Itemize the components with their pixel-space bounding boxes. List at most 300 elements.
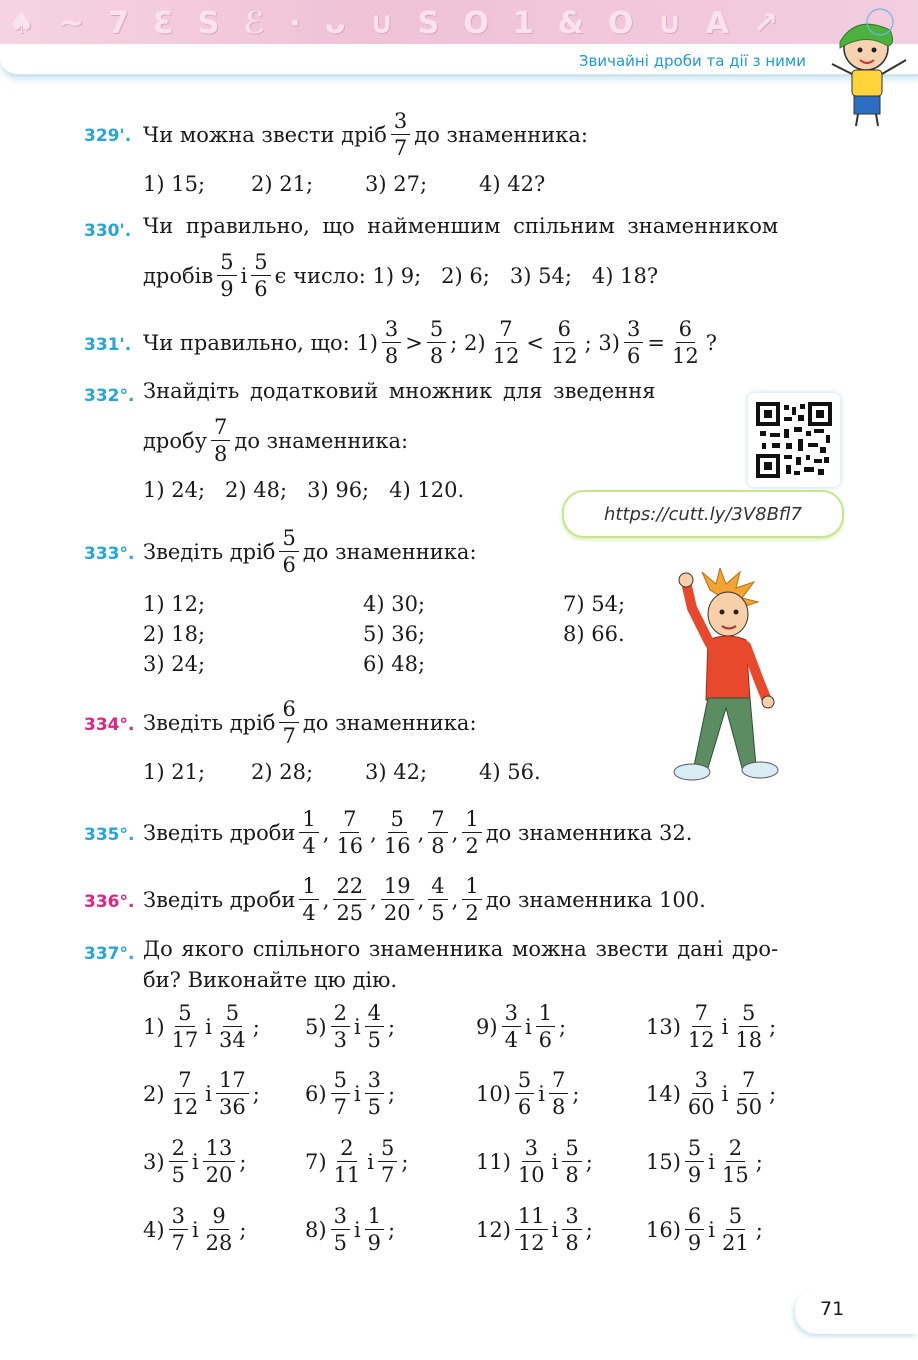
fraction <box>428 873 447 926</box>
exercise-number: 336°. <box>84 892 135 912</box>
fraction <box>203 1203 236 1256</box>
fraction <box>381 873 414 926</box>
fraction <box>382 316 401 369</box>
joiner: і <box>708 1149 716 1174</box>
qr-code-image <box>748 393 840 487</box>
header-decor-glyph: ᴗ <box>324 6 348 41</box>
denominator: 16 <box>383 834 411 858</box>
separator: ; <box>239 1217 247 1242</box>
fraction <box>685 1135 704 1188</box>
header-decor-glyph: 1 <box>512 6 536 41</box>
denominator: 7 <box>393 136 408 160</box>
item-label: 4) <box>143 1217 165 1242</box>
fraction <box>279 696 298 749</box>
fraction <box>490 316 523 369</box>
exercise-331-text <box>143 316 717 369</box>
separator: ; <box>401 1149 409 1174</box>
exercise-337-item <box>305 1067 395 1120</box>
text: Чи правильно, що: 1) <box>143 330 378 355</box>
item-label: 11) <box>476 1149 511 1174</box>
exercise-337-item <box>143 1203 246 1256</box>
fraction <box>279 525 298 578</box>
numerator: 6 <box>676 316 695 343</box>
fraction <box>719 1135 752 1188</box>
denominator: 4 <box>302 834 316 858</box>
denominator: 25 <box>336 901 364 925</box>
denominator: 4 <box>504 1028 518 1052</box>
joiner: і <box>353 1081 361 1106</box>
numerator: 1 <box>536 1000 555 1027</box>
exercise-334-options <box>143 760 541 784</box>
item-label: 8) <box>305 1217 327 1242</box>
numerator: 2 <box>337 1135 356 1162</box>
denominator: 7 <box>333 1095 347 1119</box>
fraction <box>536 1000 555 1053</box>
option: 3) 42; <box>365 760 428 784</box>
fraction <box>562 1135 581 1188</box>
fraction <box>331 1000 350 1053</box>
joiner: і <box>721 1014 729 1039</box>
numerator: 11 <box>515 1203 548 1230</box>
joiner: і <box>191 1149 199 1174</box>
fraction <box>548 316 581 369</box>
denominator: 8 <box>552 1095 566 1119</box>
option: 4) 56. <box>479 760 541 784</box>
header-decor-glyph: 7 <box>108 6 131 41</box>
denominator: 12 <box>687 1028 715 1052</box>
exercise-number: 335°. <box>84 825 135 845</box>
text: і <box>240 263 248 288</box>
joiner: і <box>538 1081 546 1106</box>
fraction <box>169 1203 188 1256</box>
item-label: 6) <box>305 1081 327 1106</box>
numerator: 5 <box>279 525 298 552</box>
numerator: 5 <box>739 1000 758 1027</box>
option: 5) 36; <box>363 622 426 646</box>
exercise-336-text: Зведіть дроби $\frac{1}{4}$ , $\frac{22}{25}$ , $\frac{19}{20}$ , $\frac{4}{5}$ , $\frac{1}{2}$ до знаменника 100. <box>143 874 706 925</box>
separator: ; <box>388 1217 396 1242</box>
denominator: 12 <box>550 344 578 368</box>
exercise-number: 334°. <box>84 715 135 735</box>
denominator: 7 <box>381 1163 395 1187</box>
numerator: 5 <box>223 1000 242 1027</box>
denominator: 15 <box>722 1163 749 1187</box>
fraction <box>331 1067 350 1120</box>
fraction <box>365 1203 384 1256</box>
numerator: 13 <box>203 1135 236 1162</box>
denominator: 17 <box>171 1028 199 1052</box>
numerator: 5 <box>388 806 407 833</box>
denominator: 10 <box>517 1163 545 1187</box>
denominator: 16 <box>336 834 364 858</box>
section-title: Звичайні дроби та дії з ними <box>578 52 806 70</box>
fraction <box>333 806 366 859</box>
option: 1) 12; <box>143 592 206 616</box>
header-decor-glyph: ♠ <box>8 6 37 41</box>
header-decor-glyph: · <box>289 6 303 41</box>
exercise-337-item <box>646 1067 776 1120</box>
item-label: 13) <box>646 1014 681 1039</box>
numerator: 1 <box>365 1203 384 1230</box>
fraction <box>299 806 318 859</box>
fraction <box>217 249 236 302</box>
denominator: 21 <box>722 1231 749 1255</box>
header-decor-glyph: & <box>557 6 586 41</box>
header-decor-glyph: S <box>417 6 442 41</box>
item-label: 15) <box>646 1149 681 1174</box>
fraction <box>381 806 414 859</box>
exercise-330-line2 <box>143 249 658 302</box>
numerator: 7 <box>340 806 359 833</box>
mascot-kid-illustration <box>826 4 914 128</box>
fraction <box>391 108 410 161</box>
exercise-335-text: Зведіть дроби $\frac{1}{4}$ , $\frac{7}{16}$ , $\frac{5}{16}$ , $\frac{7}{8}$ , $\frac{1}{2}$ до знаменника 32. <box>143 807 693 858</box>
fraction <box>462 873 481 926</box>
denominator: 8 <box>431 834 445 858</box>
header-decor-glyph: ∪ <box>657 6 684 41</box>
numerator: 4 <box>365 1000 384 1027</box>
separator: ; <box>252 1081 260 1106</box>
joiner: і <box>721 1081 729 1106</box>
fraction <box>562 1203 581 1256</box>
numerator: 2 <box>169 1135 188 1162</box>
exercise-number: 337°. <box>84 944 135 964</box>
denominator: 7 <box>171 1231 185 1255</box>
fraction <box>428 806 447 859</box>
operator: < <box>526 330 544 355</box>
operator: > <box>405 330 423 355</box>
denominator: 3 <box>333 1028 347 1052</box>
exercise-number: 329'. <box>84 126 132 146</box>
joiner: і <box>551 1217 559 1242</box>
joiner: і <box>191 1217 199 1242</box>
denominator: 5 <box>431 901 445 925</box>
fraction <box>211 414 230 467</box>
numerator: 1 <box>462 873 481 900</box>
exercise-337-item <box>305 1203 395 1256</box>
exercise-333-col2 <box>363 589 425 679</box>
item-label: 10) <box>476 1081 511 1106</box>
fraction <box>549 1067 568 1120</box>
text: ; 3) <box>584 330 620 355</box>
header-decor-glyph: Ɛ <box>152 6 176 41</box>
joiner: і <box>708 1217 716 1242</box>
numerator: 3 <box>692 1067 711 1094</box>
item-label: 2) <box>143 1081 165 1106</box>
numerator: 5 <box>685 1135 704 1162</box>
text: дробів <box>143 263 214 288</box>
item-label: 9) <box>476 1014 498 1039</box>
numerator: 5 <box>726 1203 745 1230</box>
operator: = <box>647 330 665 355</box>
denominator: 11 <box>333 1163 361 1187</box>
numerator: 5 <box>331 1067 350 1094</box>
exercise-329-text <box>143 108 588 161</box>
header-decor-glyph: A <box>705 6 731 41</box>
header-band <box>0 0 918 44</box>
text: ? <box>705 330 717 355</box>
exercise-number: 330'. <box>84 221 132 241</box>
exercise-337-item <box>646 1135 763 1188</box>
page-number-tab <box>795 1288 918 1334</box>
joiner: і <box>205 1014 213 1039</box>
header-decor-glyph: O <box>463 6 491 41</box>
denominator: 6 <box>626 344 641 368</box>
denominator: 20 <box>205 1163 233 1187</box>
numerator: 1 <box>299 806 318 833</box>
denominator: 20 <box>383 901 411 925</box>
text: до знаменника 100. <box>485 887 706 912</box>
fraction <box>169 1000 202 1053</box>
denominator: 4 <box>302 901 316 925</box>
item-label: 16) <box>646 1217 681 1242</box>
header-decor-glyph: ~ <box>58 6 87 41</box>
numerator: 3 <box>169 1203 188 1230</box>
header-decor-glyph: ∪ <box>369 6 396 41</box>
denominator: 9 <box>687 1163 702 1187</box>
exercise-332-options: 1) 24; 2) 48; 3) 96; 4) 120. <box>143 478 465 502</box>
denominator: 5 <box>333 1231 347 1255</box>
numerator: 3 <box>391 108 410 135</box>
denominator: 28 <box>205 1231 233 1255</box>
denominator: 2 <box>465 901 479 925</box>
denominator: 36 <box>219 1095 246 1119</box>
numerator: 5 <box>378 1135 397 1162</box>
option: 8) 66. <box>563 622 625 646</box>
option: 4) 42? <box>479 172 546 196</box>
denominator: 12 <box>171 1095 199 1119</box>
numerator: 3 <box>502 1000 521 1027</box>
numerator: 5 <box>427 316 446 343</box>
exercise-333-col1 <box>143 589 205 679</box>
text: Зведіть дроби <box>143 887 296 912</box>
fraction <box>169 1135 188 1188</box>
exercise-337-item <box>476 1203 593 1256</box>
item-label: 3) <box>143 1149 165 1174</box>
option: 6) 48; <box>363 652 426 676</box>
option: 2) 28; <box>251 760 314 784</box>
separator: ; <box>769 1014 777 1039</box>
exercise-332-line2 <box>143 414 408 467</box>
joiner: і <box>524 1014 532 1039</box>
denominator: 50 <box>735 1095 763 1119</box>
numerator: 3 <box>522 1135 541 1162</box>
exercise-337-item <box>476 1000 566 1053</box>
numerator: 1 <box>462 806 481 833</box>
separator: ; <box>572 1081 580 1106</box>
exercise-337-item <box>476 1067 579 1120</box>
exercise-337-line1: До якого спільного знаменника можна звести дані дро- <box>143 937 779 961</box>
text: до знаменника 32. <box>485 820 693 845</box>
numerator: 7 <box>175 1067 194 1094</box>
numerator: 5 <box>251 249 270 276</box>
joiner: і <box>353 1014 361 1039</box>
fraction <box>515 1135 548 1188</box>
denominator: 5 <box>367 1028 382 1052</box>
numerator: 7 <box>211 414 230 441</box>
fraction <box>251 249 270 302</box>
denominator: 5 <box>171 1163 185 1187</box>
denominator: 8 <box>565 1231 579 1255</box>
text: до знаменника: <box>234 428 409 453</box>
option: 3) 24; <box>143 652 206 676</box>
denominator: 8 <box>214 442 228 466</box>
denominator: 6 <box>282 553 296 577</box>
numerator: 6 <box>685 1203 704 1230</box>
denominator: 12 <box>492 344 520 368</box>
fraction <box>502 1000 521 1053</box>
separator: ; <box>585 1217 593 1242</box>
fraction <box>515 1203 548 1256</box>
text: до знаменника: <box>414 122 588 147</box>
joiner: і <box>353 1217 361 1242</box>
numerator: 7 <box>739 1067 758 1094</box>
numerator: 3 <box>382 316 401 343</box>
fraction <box>685 1203 704 1256</box>
numerator: 6 <box>555 316 574 343</box>
fraction <box>203 1135 236 1188</box>
text: дробу <box>143 428 208 453</box>
denominator: 60 <box>687 1095 715 1119</box>
exercise-337-line2: би? Виконайте цю дію. <box>143 968 398 992</box>
resource-link[interactable]: https://cutt.ly/3V8Bfl7 <box>562 490 844 538</box>
fraction <box>333 873 366 926</box>
numerator: 6 <box>279 696 298 723</box>
exercise-337-item <box>143 1135 246 1188</box>
option: 2) 18; <box>143 622 206 646</box>
joiner: і <box>551 1149 559 1174</box>
denominator: 5 <box>367 1095 382 1119</box>
numerator: 7 <box>692 1000 711 1027</box>
numerator: 2 <box>331 1000 350 1027</box>
joiner: і <box>205 1081 213 1106</box>
option: 1) 21; <box>143 760 206 784</box>
separator: ; <box>755 1217 763 1242</box>
header-decor-glyph: S <box>197 6 222 41</box>
exercise-333-text <box>143 525 477 578</box>
denominator: 8 <box>384 344 399 368</box>
fraction <box>515 1067 534 1120</box>
exercise-330-line1: Чи правильно, що найменшим спільним знаменником <box>143 214 779 238</box>
numerator: 3 <box>562 1203 581 1230</box>
numerator: 7 <box>496 316 515 343</box>
waving-boy-illustration <box>662 568 786 788</box>
fraction <box>378 1135 397 1188</box>
numerator: 19 <box>381 873 414 900</box>
fraction <box>685 1000 718 1053</box>
option: 1) 15; <box>143 172 206 196</box>
exercise-337-item <box>305 1000 395 1053</box>
numerator: 1 <box>299 873 318 900</box>
separator: ; <box>769 1081 777 1106</box>
denominator: 6 <box>517 1095 532 1119</box>
denominator: 6 <box>538 1028 553 1052</box>
header-decor-glyph: ℰ <box>243 6 268 41</box>
denominator: 8 <box>429 344 444 368</box>
exercise-333-col3 <box>563 589 625 649</box>
denominator: 8 <box>565 1163 579 1187</box>
joiner: і <box>367 1149 375 1174</box>
exercise-337-item <box>476 1135 593 1188</box>
numerator: 17 <box>216 1067 249 1094</box>
fraction <box>365 1067 384 1120</box>
separator: ; <box>252 1014 260 1039</box>
fraction <box>685 1067 718 1120</box>
text: до знаменника: <box>302 539 477 564</box>
header-decoration <box>8 6 781 41</box>
numerator: 5 <box>515 1067 534 1094</box>
denominator: 6 <box>254 277 268 301</box>
exercise-337-item <box>646 1203 763 1256</box>
fraction <box>462 806 481 859</box>
denominator: 12 <box>517 1231 545 1255</box>
exercise-329-options <box>143 172 545 196</box>
option: 2) 21; <box>251 172 314 196</box>
text: є число: 1) 9; 2) 6; 3) 54; 4) 18? <box>274 263 659 288</box>
separator: ; <box>559 1014 567 1039</box>
denominator: 7 <box>282 724 296 748</box>
header-decor-glyph: O <box>607 6 636 41</box>
denominator: 34 <box>219 1028 246 1052</box>
exercise-337-item <box>143 1000 260 1053</box>
text: Зведіть дроби <box>143 820 296 845</box>
item-label: 14) <box>646 1081 681 1106</box>
separator: ; <box>388 1081 396 1106</box>
fraction <box>732 1067 765 1120</box>
separator: ; <box>239 1149 247 1174</box>
numerator: 5 <box>562 1135 581 1162</box>
fraction <box>732 1000 765 1053</box>
numerator: 5 <box>217 249 236 276</box>
exercise-337-item <box>305 1135 408 1188</box>
exercise-number: 333°. <box>84 544 135 564</box>
numerator: 3 <box>624 316 643 343</box>
text: Зведіть дріб <box>143 539 276 564</box>
header-decor-glyph: ↗ <box>752 6 781 41</box>
page-number: 71 <box>820 1298 845 1320</box>
fraction <box>365 1000 384 1053</box>
option: 4) 30; <box>363 592 426 616</box>
fraction <box>216 1067 249 1120</box>
denominator: 9 <box>367 1231 382 1255</box>
text: Зведіть дріб <box>143 710 276 735</box>
exercise-334-text <box>143 696 477 749</box>
fraction <box>624 316 643 369</box>
option: 7) 54; <box>563 592 626 616</box>
numerator: 22 <box>333 873 366 900</box>
exercise-number: 332°. <box>84 386 135 406</box>
fraction <box>331 1203 350 1256</box>
numerator: 5 <box>175 1000 194 1027</box>
numerator: 3 <box>331 1203 350 1230</box>
denominator: 2 <box>465 834 479 858</box>
fraction <box>331 1135 364 1188</box>
option: 3) 27; <box>365 172 428 196</box>
exercise-337-item <box>143 1067 260 1120</box>
separator: ; <box>585 1149 593 1174</box>
exercise-number: 331'. <box>84 335 132 355</box>
numerator: 7 <box>549 1067 568 1094</box>
fraction <box>169 1067 202 1120</box>
numerator: 9 <box>209 1203 228 1230</box>
fraction <box>427 316 446 369</box>
denominator: 9 <box>220 277 234 301</box>
item-label: 7) <box>305 1149 327 1174</box>
separator: ; <box>388 1014 396 1039</box>
numerator: 7 <box>428 806 447 833</box>
numerator: 4 <box>428 873 447 900</box>
fraction <box>299 873 318 926</box>
